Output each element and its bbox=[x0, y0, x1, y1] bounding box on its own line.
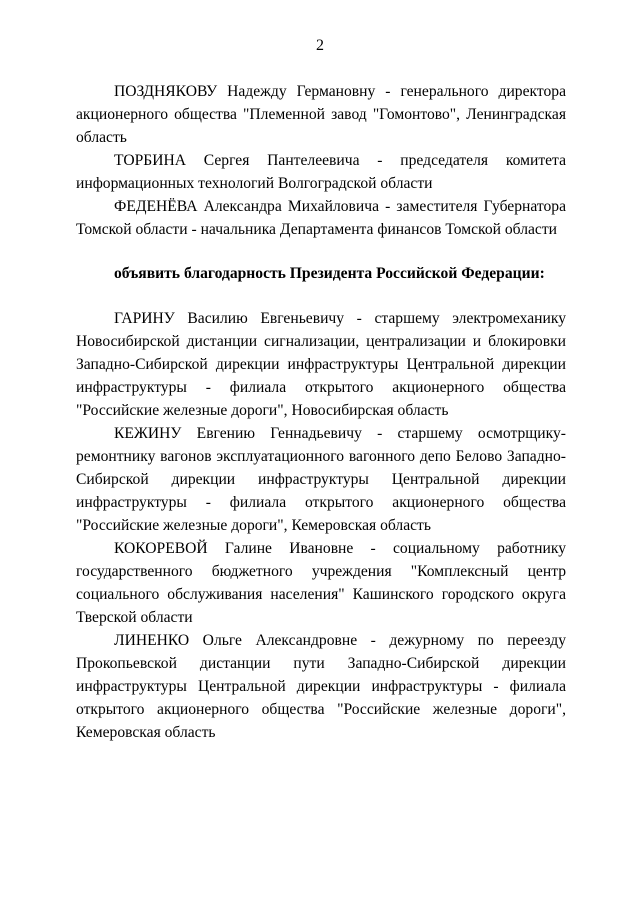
page-number: 2 bbox=[316, 37, 324, 54]
award-entry: КЕЖИНУ Евгению Геннадьевичу - старшему осмотрщику-ремонтнику вагонов эксплуатационного вагонного депо Белово Западно-Сибирской дирекции инфраструктуры Центральной дирекции инфраструктуры - филиала открытого акционерного общества "Российские железные дороги", Кемеровская область bbox=[76, 425, 566, 534]
award-entry: КОКОРЕВОЙ Галине Ивановне - социальному работнику государственного бюджетного учреждения "Комплексный центр социального обслуживания населения" Кашинского городского округа Тверской области bbox=[76, 540, 566, 626]
award-entry: ГАРИНУ Василию Евгеньевичу - старшему электромеханику Новосибирской дистанции сигнализации, централизации и блокировки Западно-Сибирской дирекции инфраструктуры Центральной дирекции инфраструктуры - филиала открытого акционерного общества "Российские железные дороги", Новосибирская область bbox=[76, 310, 566, 419]
award-entry: ФЕДЕНЁВА Александра Михайловича - заместителя Губернатора Томской области - начальника Департамента финансов Томской области bbox=[76, 198, 566, 238]
section-heading: объявить благодарность Президента Российской Федерации: bbox=[114, 265, 545, 282]
document-body bbox=[76, 80, 566, 744]
award-entry: ПОЗДНЯКОВУ Надежду Германовну - генерального директора акционерного общества "Племенной завод "Гомонтово", Ленинградская область bbox=[76, 83, 566, 146]
award-entry: ЛИНЕНКО Ольге Александровне - дежурному по переезду Прокопьевской дистанции пути Западно-Сибирской дирекции инфраструктуры Центральной дирекции инфраструктуры - филиала открытого акционерного общества "Российские железные дороги", Кемеровская область bbox=[76, 632, 566, 741]
award-entry: ТОРБИНА Сергея Пантелеевича - председателя комитета информационных технологий Волгоградской области bbox=[76, 152, 566, 192]
